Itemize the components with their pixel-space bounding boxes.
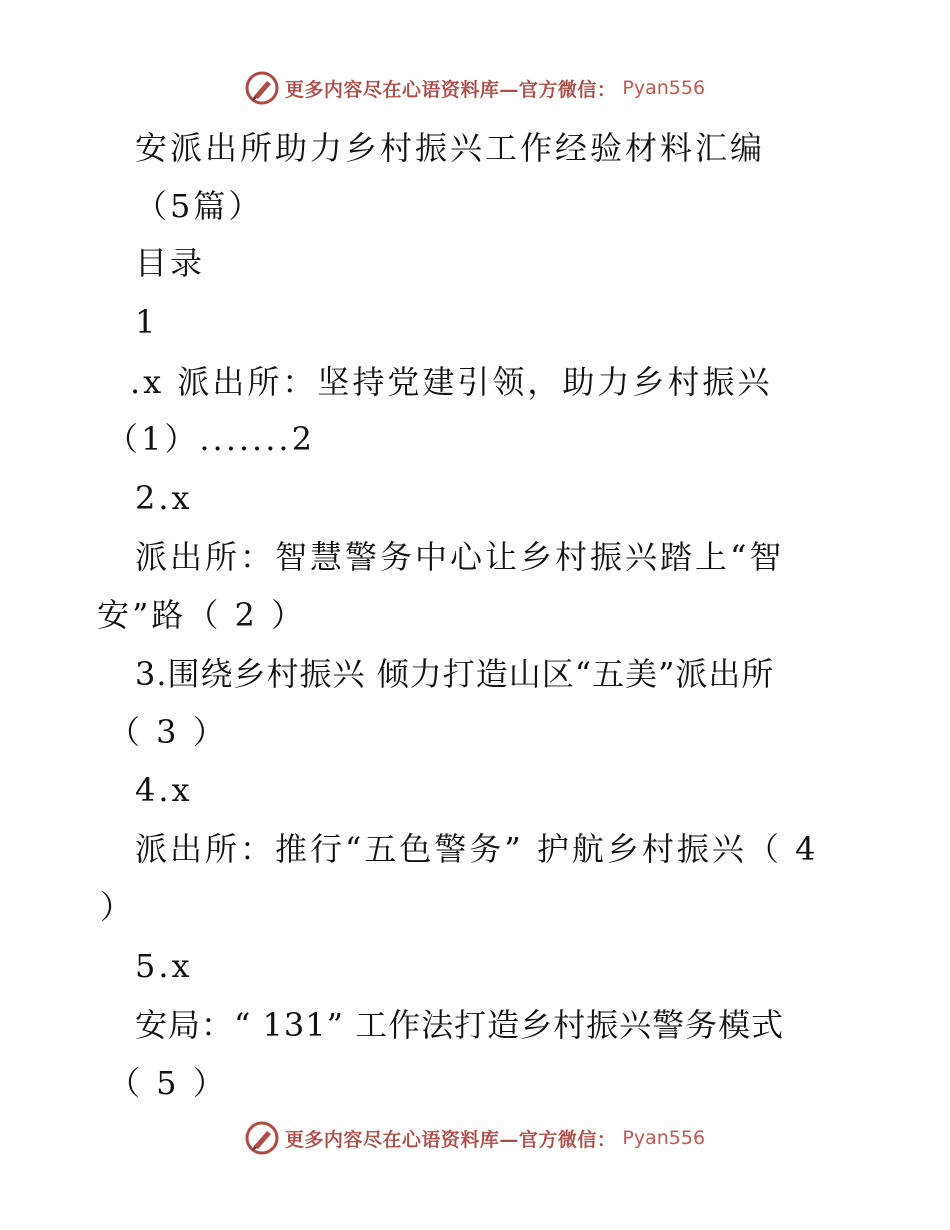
- toc-item-3-line2: （ 3 ）: [108, 713, 228, 751]
- toc-item-4-number: 4.x: [135, 771, 193, 809]
- toc-item-2-line2: 安”路（ 2 ）: [97, 596, 307, 634]
- toc-item-1-line2: （1）.......2: [106, 420, 315, 458]
- pen-logo-icon: [245, 71, 279, 105]
- toc-item-3-line1: 3.围绕乡村振兴 倾力打造山区“五美”派出所: [135, 655, 775, 693]
- document-title-line1: 安派出所助力乡村振兴工作经验材料汇编: [135, 129, 766, 167]
- toc-item-4-line1: 派出所：推行“五色警务” 护航乡村振兴（ 4: [135, 830, 819, 868]
- toc-item-1-line1: .x 派出所：坚持党建引领，助力乡村振兴: [130, 363, 773, 401]
- footer-banner: [0, 1118, 950, 1158]
- toc-item-2-line1: 派出所：智慧警务中心让乡村振兴踏上“智: [135, 538, 785, 576]
- header-banner: [0, 68, 950, 108]
- banner-text: 更多内容尽在心语资料库—官方微信：: [284, 78, 617, 101]
- toc-item-2-number: 2.x: [135, 479, 193, 517]
- pen-logo-icon: [245, 1121, 279, 1155]
- toc-item-5-number: 5.x: [135, 947, 193, 985]
- banner-text: 更多内容尽在心语资料库—官方微信：: [284, 1128, 617, 1151]
- toc-item-5-line1: 安局：“ 131” 工作法打造乡村振兴警务模式: [135, 1006, 785, 1044]
- banner-wechat-id: Pyan556: [622, 1127, 706, 1149]
- document-title-line2: （5篇）: [135, 187, 264, 225]
- toc-item-1-number: 1: [135, 303, 159, 341]
- banner-wechat-id: Pyan556: [622, 77, 706, 99]
- toc-heading: 目录: [135, 244, 206, 282]
- toc-item-4-line2: ）: [100, 888, 136, 926]
- toc-item-5-line2: （ 5 ）: [108, 1064, 228, 1102]
